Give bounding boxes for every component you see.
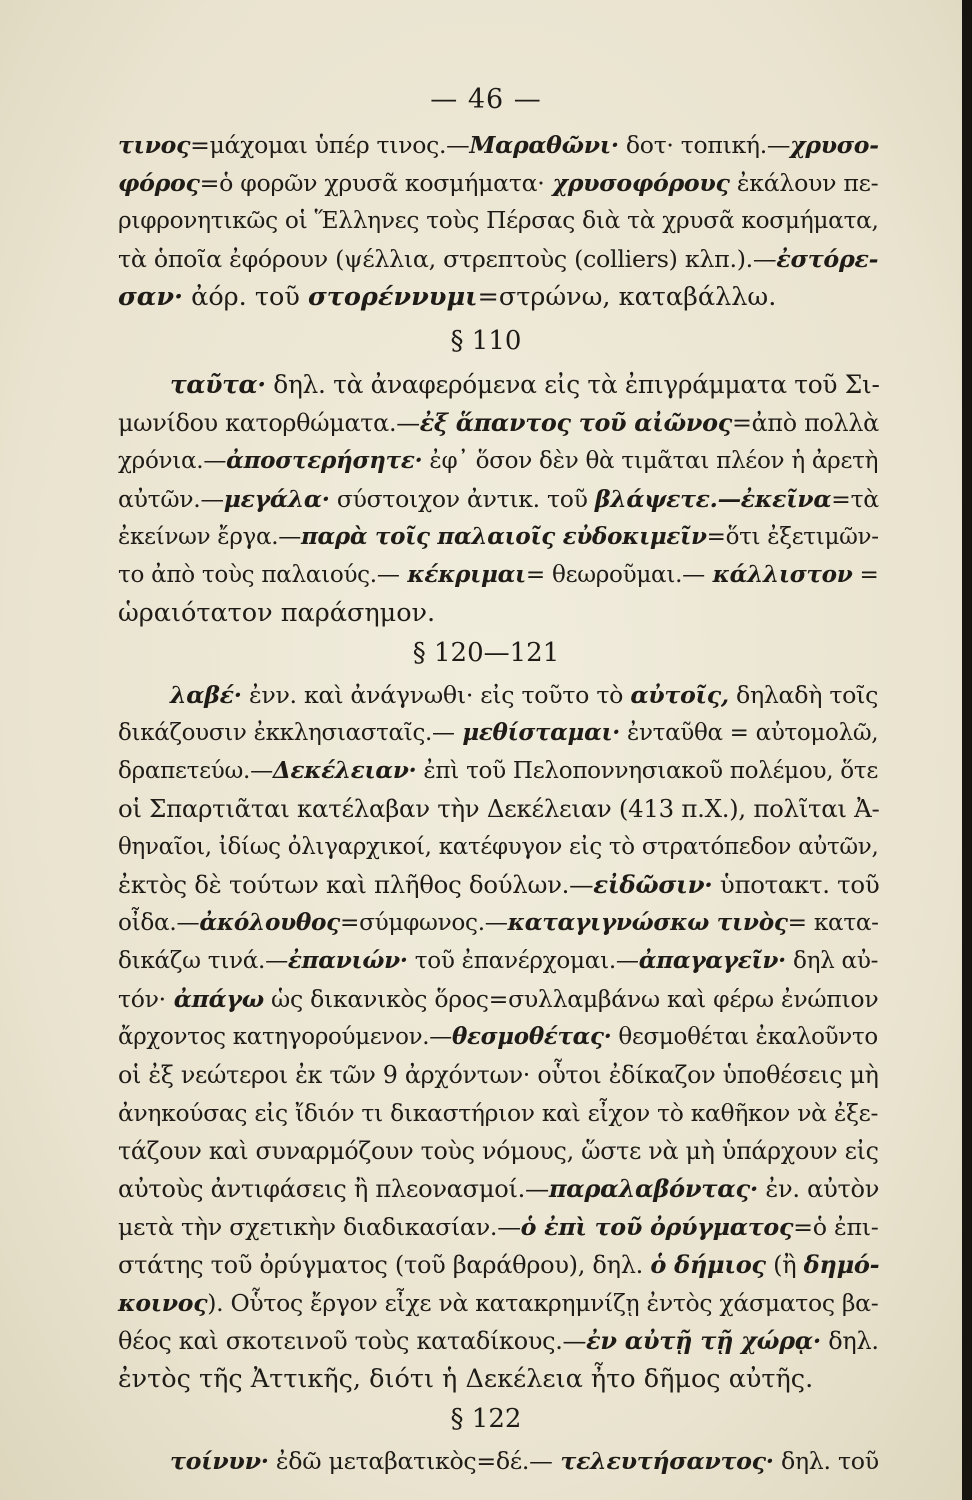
page-number: — 46 — [430, 84, 542, 115]
text-line: ἐντὸς τῆς Ἀττικῆς, διότι ἡ Δεκέλεια ἦτο δῆμος αὐτῆς. [118, 1364, 814, 1394]
text-line: ταῦτα· δηλ. τὰ ἀναφερόμενα εἰς τὰ ἐπιγράμματα τοῦ Σι- [170, 370, 880, 399]
text-line: δικάζουσιν ἐκκλησιασταῖς.— μεθίσταμαι· ἐνταῦθα = αὐτομολῶ, [118, 719, 879, 746]
text-line: μετὰ τὴν σχετικὴν διαδικασίαν.—ὁ ἐπὶ τοῦ ὀρύγματος=ὁ ἐπι- [118, 1213, 879, 1241]
text-line: μωνίδου κατορθώματα.—ἐξ ἅπαντος τοῦ αἰῶνος=ἀπὸ πολλὰ [118, 409, 879, 437]
text-line: τὰ ὁποῖα ἐφόρουν (ψέλλια, στρεπτοὺς (colliers) κλπ.).—ἐστόρε- [118, 245, 879, 273]
text-line: κοινος). Οὗτος ἔργον εἶχε νὰ κατακρημνίζῃ ἐντὸς χάσματος βα- [118, 1289, 879, 1317]
section-heading-120-121: § 120—121 [412, 638, 560, 668]
section-heading-110: § 110 [450, 326, 522, 356]
section-heading-122: § 122 [450, 1404, 522, 1434]
text-line: σαν· ἀόρ. τοῦ στορέννυμι=στρώνω, καταβάλλω. [118, 282, 777, 312]
text-line: δραπετεύω.—Δεκέλειαν· ἐπὶ τοῦ Πελοποννησιακοῦ πολέμου, ὅτε [118, 757, 878, 784]
text-line: τάζουν καὶ συναρμόζουν τοὺς νόμους, ὥστε νὰ μὴ ὑπάρχουν εἰς [118, 1137, 879, 1165]
text-line: δικάζω τινά.—ἐπανιών· τοῦ ἐπανέρχομαι.—ἀπαγαγεῖν· δηλ αὐ- [118, 947, 879, 974]
text-line: το ἀπὸ τοὺς παλαιούς.— κέκριμαι= θεωροῦμαι.— κάλλιστον = [118, 561, 879, 588]
text-line: φόρος=ὁ φορῶν χρυσᾶ κοσμήματα· χρυσοφόρους ἐκάλουν πε- [118, 169, 879, 197]
text-line: ὡραιότατον παράσημον. [118, 598, 436, 628]
text-line: τόν· ἀπάγω ὡς δικανικὸς ὅρος=συλλαμβάνω καὶ φέρω ἐνώπιον [118, 985, 879, 1013]
text-line: οἱ ἐξ νεώτεροι ἐκ τῶν 9 ἀρχόντων· οὗτοι ἐδίκαζον ὑποθέσεις μὴ [118, 1061, 879, 1089]
text-line: στάτης τοῦ ὀρύγματος (τοῦ βαράθρου), δηλ. ὁ δήμιος (ἢ δημό- [118, 1250, 880, 1279]
text-line: τινος=μάχομαι ὑπέρ τινος.—Μαραθῶνι· δοτ· τοπική.—χρυσο- [118, 131, 879, 159]
text-line: ἐκείνων ἔργα.—παρὰ τοῖς παλαιοῖς εὐδοκιμεῖν=ὅτι ἐξετιμῶν- [118, 523, 879, 550]
text-line: ἀνηκούσας εἰς ἴδιόν τι δικαστήριον καὶ εἶχον τὸ καθῆκον νὰ ἐξε- [118, 1099, 879, 1127]
text-line: αὐτῶν.—μεγάλα· σύστοιχον ἀντικ. τοῦ βλάψετε.—ἐκεῖνα=τὰ [118, 485, 879, 513]
text-line: θέος καὶ σκοτεινοῦ τοὺς καταδίκους.—ἐν αὐτῇ τῇ χώρᾳ· δηλ. [118, 1327, 879, 1355]
text-line: λαβέ· ἐνν. καὶ ἀνάγνωθι· εἰς τοῦτο τὸ αὐτοῖς, δηλαδὴ τοῖς [170, 681, 879, 709]
text-line: θηναῖοι, ἰδίως ὀλιγαρχικοί, κατέφυγον εἰς τὸ στρατόπεδον αὐτῶν, [118, 834, 879, 860]
text-line: ἐκτὸς δὲ τούτων καὶ πλῆθος δούλων.—εἰδῶσιν· ὑποτακτ. τοῦ [118, 870, 880, 899]
text-line: τοίνυν· ἐδῶ μεταβατικὸς=δέ.— τελευτήσαντος· δηλ. τοῦ [170, 1447, 879, 1475]
text-line: ἄρχοντος κατηγορούμενον.—θεσμοθέτας· θεσμοθέται ἐκαλοῦντο [118, 1023, 878, 1050]
page-edge-shadow [962, 0, 972, 1500]
text-line: οἱ Σπαρτιᾶται κατέλαβαν τὴν Δεκέλειαν (413 π.Χ.), πολῖται Ἀ- [118, 794, 880, 823]
text-line: χρόνια.—ἀποστερήσητε· ἐφ᾽ ὅσον δὲν θὰ τιμᾶται πλέον ἡ ἀρετὴ [118, 447, 879, 474]
text-line: αὐτοὺς ἀντιφάσεις ἢ πλεονασμοί.—παραλαβόντας· ἐν. αὐτὸν [118, 1174, 880, 1203]
text-line: οἶδα.—ἀκόλουθος=σύμφωνος.—καταγιγνώσκω τινὸς= κατα- [118, 909, 879, 936]
text-line: ριφρονητικῶς οἱ Ἕλληνες τοὺς Πέρσας διὰ τὰ χρυσᾶ κοσμήματα, [118, 207, 879, 234]
